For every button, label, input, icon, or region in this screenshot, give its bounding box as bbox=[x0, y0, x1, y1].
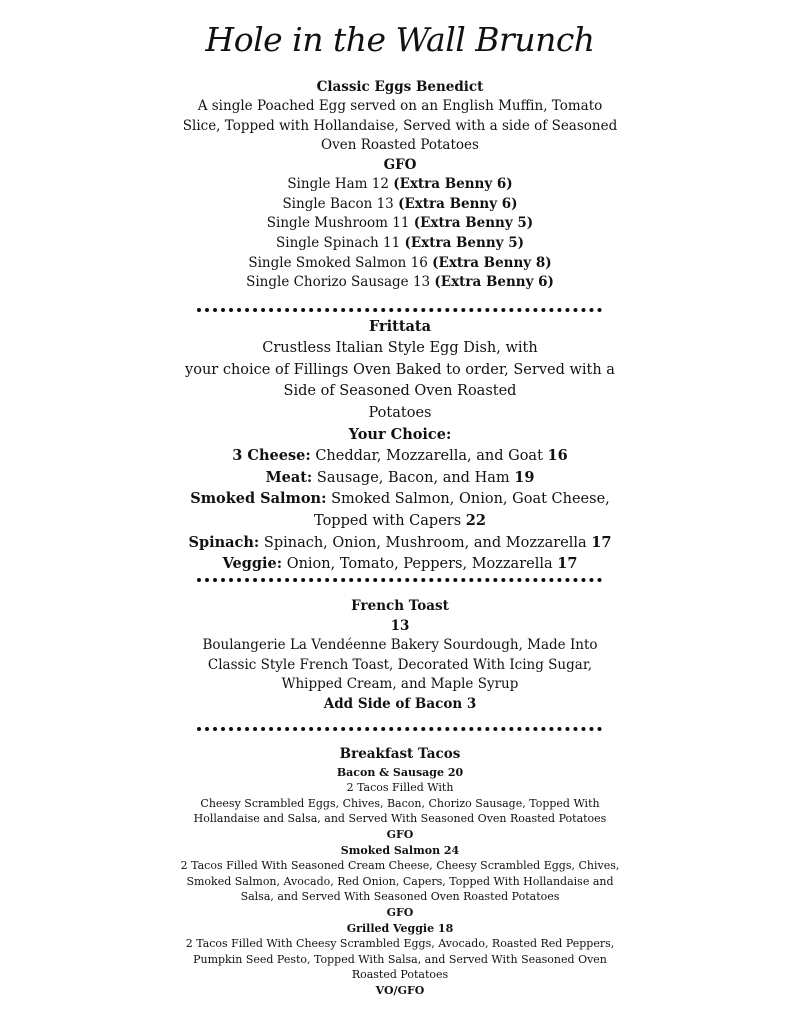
frittata-option-price: 17 bbox=[591, 534, 612, 551]
french-toast-desc-line: Whipped Cream, and Maple Syrup bbox=[281, 676, 519, 692]
frittata-option-text: Smoked Salmon, Onion, Goat Cheese, bbox=[331, 491, 610, 507]
frittata-option-price: 17 bbox=[557, 555, 578, 572]
benedict-item bbox=[0, 213, 800, 233]
taco-desc-line: Salsa, and Served With Seasoned Oven Roasted Potatoes bbox=[240, 890, 560, 903]
taco-desc-line: Cheesy Scrambled Eggs, Chives, Bacon, Chorizo Sausage, Topped With bbox=[200, 797, 600, 810]
taco-desc-line: 2 Tacos Filled With bbox=[346, 781, 454, 794]
frittata-option-label: Meat: bbox=[265, 469, 313, 486]
frittata-option-price: 22 bbox=[465, 512, 486, 529]
frittata-desc-line: Crustless Italian Style Egg Dish, with bbox=[262, 340, 538, 356]
section-divider bbox=[197, 727, 602, 731]
frittata-option bbox=[0, 553, 800, 575]
benedict-item-name: Single Bacon 13 bbox=[282, 196, 394, 212]
taco-tag: VO/GFO bbox=[375, 984, 425, 997]
benedict-item-extra: (Extra Benny 5) bbox=[413, 215, 534, 231]
frittata-option-cont bbox=[0, 510, 800, 532]
benedict-item-extra: (Extra Benny 6) bbox=[398, 196, 518, 212]
benedict-item bbox=[0, 253, 800, 273]
frittata-option-text: Topped with Capers bbox=[314, 513, 462, 529]
taco-desc-line: Roasted Potatoes bbox=[351, 968, 449, 981]
benedict-item bbox=[0, 194, 800, 214]
frittata-option-label: Spinach: bbox=[188, 534, 260, 551]
taco-desc-line: 2 Tacos Filled With Seasoned Cream Cheese, Cheesy Scrambled Eggs, Chives, bbox=[180, 859, 620, 872]
frittata-choice-label: Your Choice: bbox=[348, 426, 452, 443]
benedict-item-extra: (Extra Benny 6) bbox=[434, 274, 554, 290]
taco-tag: GFO bbox=[386, 906, 414, 919]
french-toast-heading: French Toast bbox=[351, 598, 449, 614]
french-toast-desc-line: Boulangerie La Vendéenne Bakery Sourdough, Made Into bbox=[202, 637, 598, 653]
section-divider bbox=[197, 308, 602, 312]
taco-name: Smoked Salmon 24 bbox=[340, 844, 460, 857]
taco-desc-line: Smoked Salmon, Avocado, Red Onion, Capers, Topped With Hollandaise and bbox=[186, 875, 614, 888]
taco-desc-line: Pumpkin Seed Pesto, Topped With Salsa, and Served With Seasoned Oven bbox=[193, 953, 607, 966]
frittata-desc-line: Side of Seasoned Oven Roasted bbox=[283, 383, 517, 399]
menu-title: Hole in the Wall Brunch bbox=[205, 20, 595, 59]
frittata-option-price: 19 bbox=[514, 469, 535, 486]
benedict-gfo: GFO bbox=[383, 157, 417, 173]
frittata-heading: Frittata bbox=[368, 318, 432, 335]
tacos-heading: Breakfast Tacos bbox=[339, 746, 461, 762]
frittata-desc-line: your choice of Fillings Oven Baked to order, Served with a bbox=[185, 362, 615, 378]
frittata-option-label: Smoked Salmon: bbox=[190, 490, 327, 507]
frittata-option-text: Onion, Tomato, Peppers, Mozzarella bbox=[286, 556, 553, 572]
taco-desc-line: 2 Tacos Filled With Cheesy Scrambled Eggs, Avocado, Roasted Red Peppers, bbox=[185, 937, 615, 950]
taco-desc-line: Hollandaise and Salsa, and Served With Seasoned Oven Roasted Potatoes bbox=[193, 812, 607, 825]
benedict-desc-line: A single Poached Egg served on an English Muffin, Tomato bbox=[197, 98, 603, 114]
frittata-option bbox=[0, 532, 800, 554]
taco-tag: GFO bbox=[386, 828, 414, 841]
benedict-item-extra: (Extra Benny 6) bbox=[393, 176, 513, 192]
benedict-item bbox=[0, 233, 800, 253]
frittata-option bbox=[0, 445, 800, 467]
french-toast-addon: Add Side of Bacon 3 bbox=[323, 696, 477, 712]
section-divider bbox=[197, 578, 602, 582]
frittata-option-text: Cheddar, Mozzarella, and Goat bbox=[315, 448, 543, 464]
benedict-item-extra: (Extra Benny 5) bbox=[404, 235, 524, 251]
frittata-option-label: Veggie: bbox=[222, 555, 283, 572]
benedict-item-extra: (Extra Benny 8) bbox=[432, 255, 552, 271]
french-toast-price: 13 bbox=[390, 618, 410, 634]
frittata-desc-line: Potatoes bbox=[368, 405, 432, 421]
benedict-item-name: Single Ham 12 bbox=[287, 176, 389, 192]
benedict-item bbox=[0, 272, 800, 292]
taco-name: Grilled Veggie 18 bbox=[346, 922, 454, 935]
taco-name: Bacon & Sausage 20 bbox=[336, 766, 464, 779]
benedict-item bbox=[0, 174, 800, 194]
benedict-item-name: Single Mushroom 11 bbox=[266, 215, 410, 231]
frittata-option-text: Sausage, Bacon, and Ham bbox=[316, 470, 510, 486]
benedict-heading: Classic Eggs Benedict bbox=[316, 79, 484, 95]
benedict-item-name: Single Chorizo Sausage 13 bbox=[246, 274, 431, 290]
benedict-item-name: Single Smoked Salmon 16 bbox=[248, 255, 428, 271]
frittata-option-text: Spinach, Onion, Mushroom, and Mozzarella bbox=[263, 535, 587, 551]
frittata-option-price: 16 bbox=[547, 447, 568, 464]
benedict-desc-line: Slice, Topped with Hollandaise, Served with a side of Seasoned bbox=[182, 118, 618, 134]
french-toast-desc-line: Classic Style French Toast, Decorated With Icing Sugar, bbox=[207, 657, 593, 673]
benedict-item-name: Single Spinach 11 bbox=[276, 235, 401, 251]
frittata-option bbox=[0, 488, 800, 510]
frittata-option-label: 3 Cheese: bbox=[232, 447, 311, 464]
benedict-desc-line: Oven Roasted Potatoes bbox=[321, 137, 479, 153]
frittata-option bbox=[0, 467, 800, 489]
